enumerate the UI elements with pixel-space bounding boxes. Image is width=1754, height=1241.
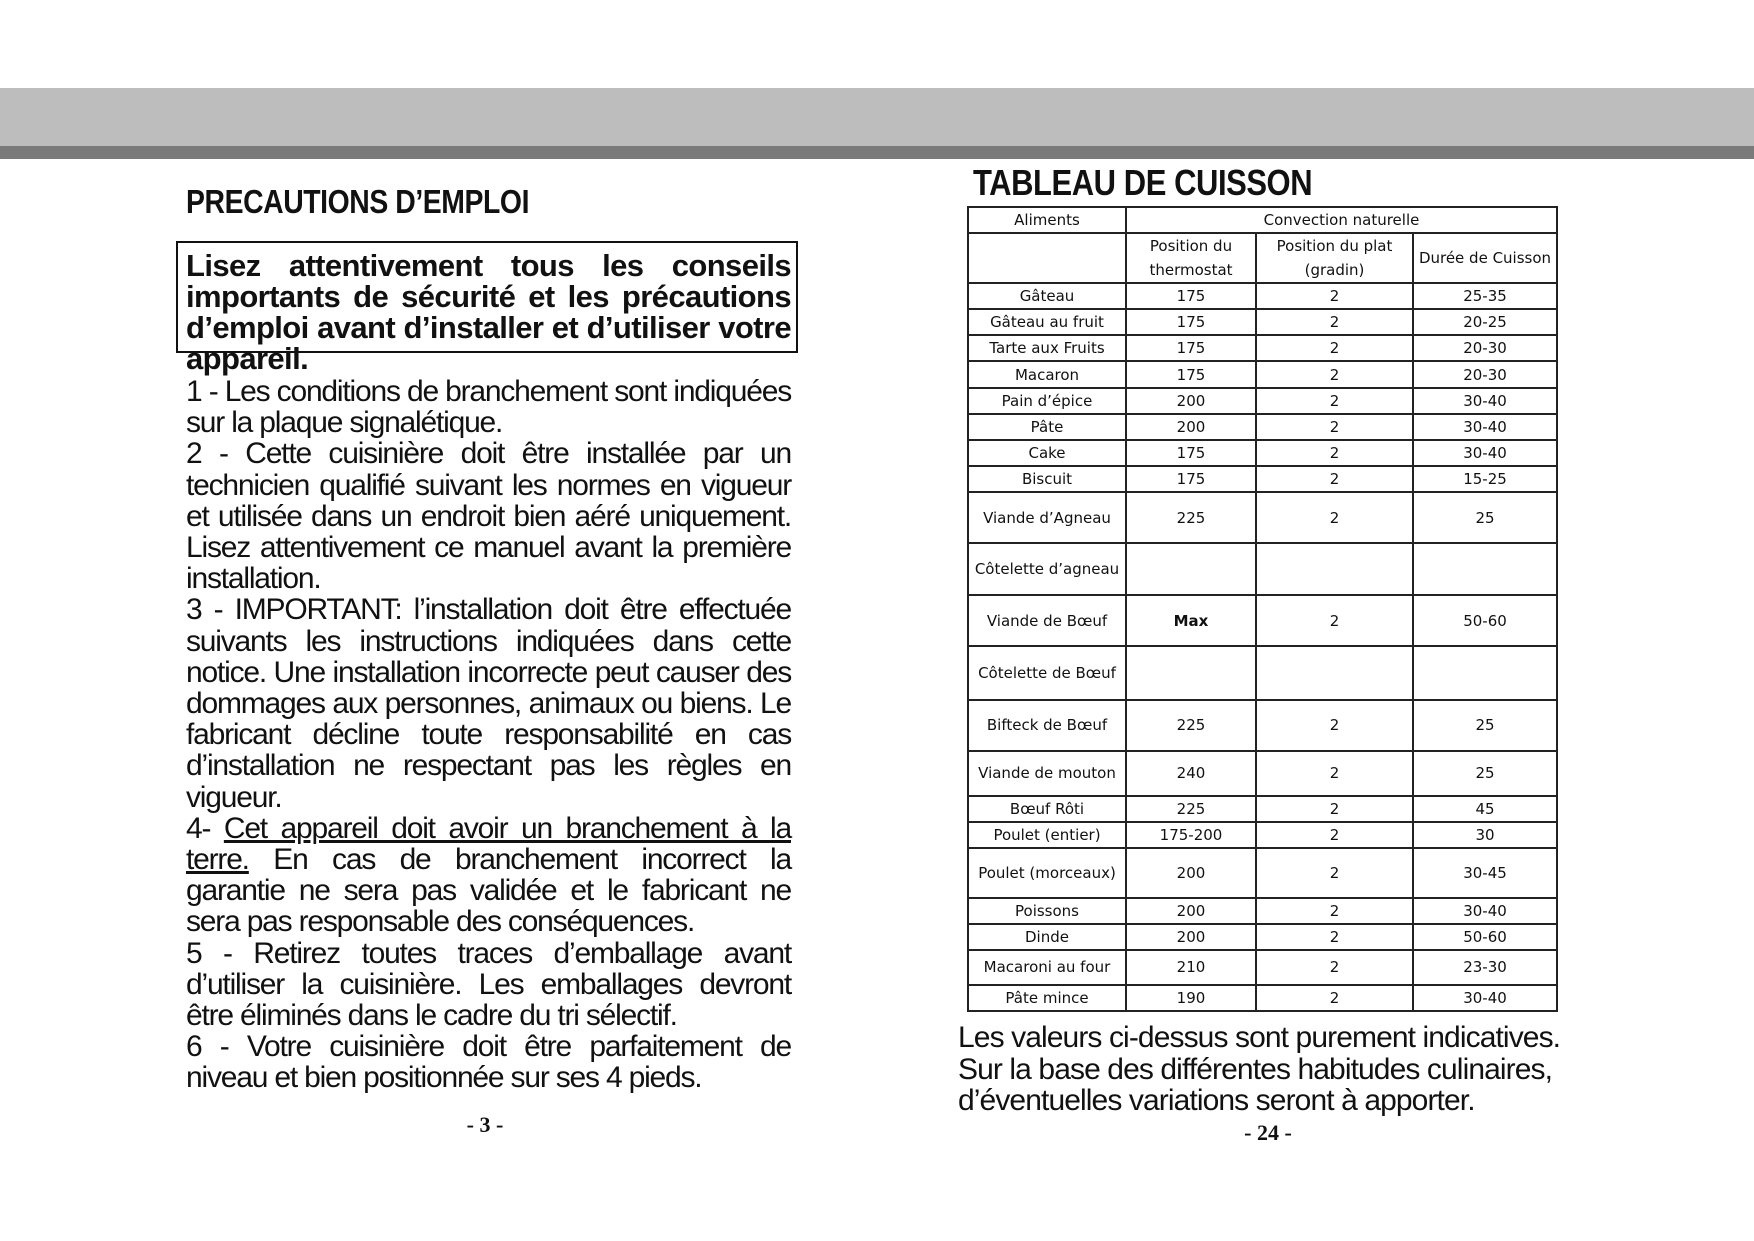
header-thermostat: Position du thermostat bbox=[1126, 233, 1256, 283]
cell-shelf: 2 bbox=[1256, 335, 1413, 361]
cell-food: Pâte mince bbox=[968, 985, 1126, 1011]
cell-shelf: 2 bbox=[1256, 309, 1413, 335]
page-number-left: - 3 - bbox=[466, 1112, 504, 1137]
cell-shelf: 2 bbox=[1256, 848, 1413, 898]
cell-food: Macaron bbox=[968, 361, 1126, 388]
table-row bbox=[968, 543, 1557, 595]
cell-food: Viande de Bœuf bbox=[968, 595, 1126, 646]
cell-thermostat: 175 bbox=[1126, 361, 1256, 388]
cell-food: Cake bbox=[968, 440, 1126, 466]
header-band-dark bbox=[0, 146, 1754, 159]
page-title-precautions: PRECAUTIONS D’EMPLOI bbox=[186, 183, 530, 220]
table-row bbox=[968, 595, 1557, 646]
cell-thermostat: 225 bbox=[1126, 492, 1256, 543]
cell-duration: 25 bbox=[1413, 700, 1557, 751]
cell-duration: 30-40 bbox=[1413, 414, 1557, 440]
cell-shelf: 2 bbox=[1256, 388, 1413, 414]
cell-food: Bœuf Rôti bbox=[968, 796, 1126, 822]
cell-food: Côtelette d’agneau bbox=[968, 543, 1126, 595]
cell-duration: 20-30 bbox=[1413, 335, 1557, 361]
cell-duration: 25-35 bbox=[1413, 283, 1557, 309]
table-row bbox=[968, 848, 1557, 898]
cell-duration: 25 bbox=[1413, 751, 1557, 796]
cell-duration: 30 bbox=[1413, 822, 1557, 848]
table-row bbox=[968, 309, 1557, 335]
table-row bbox=[968, 492, 1557, 543]
cell-duration: 50-60 bbox=[1413, 595, 1557, 646]
header-shelf: Position du plat (gradin) bbox=[1256, 233, 1413, 283]
cell-shelf: 2 bbox=[1256, 414, 1413, 440]
header-band-light bbox=[0, 88, 1754, 146]
cell-food: Tarte aux Fruits bbox=[968, 335, 1126, 361]
cell-thermostat: 175 bbox=[1126, 309, 1256, 335]
cell-shelf: 2 bbox=[1256, 751, 1413, 796]
cell-food: Pâte bbox=[968, 414, 1126, 440]
cell-shelf: 2 bbox=[1256, 440, 1413, 466]
cell-shelf: 2 bbox=[1256, 361, 1413, 388]
cell-thermostat: 200 bbox=[1126, 848, 1256, 898]
cell-duration bbox=[1413, 646, 1557, 699]
cell-shelf: 2 bbox=[1256, 898, 1413, 924]
cell-duration: 20-25 bbox=[1413, 309, 1557, 335]
instruction-2: 2 - Cette cuisinière doit être installée par un technicien qualifié suivant les normes en vigueur et utilisée dans un endroit bien aéré uniquement. Lisez attentivement ce manuel avant la première installation. bbox=[186, 437, 791, 596]
cell-duration: 30-40 bbox=[1413, 388, 1557, 414]
cell-duration: 15-25 bbox=[1413, 466, 1557, 492]
cell-food: Bifteck de Bœuf bbox=[968, 700, 1126, 751]
cell-thermostat: 175-200 bbox=[1126, 822, 1256, 848]
cell-food: Poulet (morceaux) bbox=[968, 848, 1126, 898]
cell-shelf: 2 bbox=[1256, 822, 1413, 848]
instructions-list bbox=[186, 376, 791, 1094]
cell-thermostat: 200 bbox=[1126, 388, 1256, 414]
cell-thermostat bbox=[1126, 646, 1256, 699]
table-row bbox=[968, 950, 1557, 985]
cell-shelf: 2 bbox=[1256, 985, 1413, 1011]
cell-duration: 50-60 bbox=[1413, 924, 1557, 950]
header-empty bbox=[968, 233, 1126, 283]
cell-duration bbox=[1413, 543, 1557, 595]
header-food: Aliments bbox=[968, 207, 1126, 233]
cell-thermostat: 175 bbox=[1126, 440, 1256, 466]
instruction-4 bbox=[186, 813, 791, 938]
cell-food: Viande de mouton bbox=[968, 751, 1126, 796]
cell-food: Viande d’Agneau bbox=[968, 492, 1126, 543]
table-row bbox=[968, 283, 1557, 309]
cell-thermostat: 240 bbox=[1126, 751, 1256, 796]
cell-duration: 30-40 bbox=[1413, 898, 1557, 924]
instruction-1: 1 - Les conditions de branchement sont indiquées sur la plaque signalétique. bbox=[186, 375, 791, 440]
cell-thermostat: 210 bbox=[1126, 950, 1256, 985]
instruction-4-prefix: 4- bbox=[186, 811, 224, 845]
cell-thermostat: 175 bbox=[1126, 283, 1256, 309]
instruction-3: 3 - IMPORTANT: l’installation doit être effectuée suivants les instructions indiquées dans cette notice. Une installation incorrecte peut causer des dommages aux personnes, animaux ou biens. Le fabricant décline toute responsabilité en cas d’installation ne respectant pas les règles en vigueur. bbox=[186, 593, 791, 814]
cell-shelf: 2 bbox=[1256, 950, 1413, 985]
cell-duration: 30-45 bbox=[1413, 848, 1557, 898]
cell-thermostat: 200 bbox=[1126, 898, 1256, 924]
cell-food: Gâteau bbox=[968, 283, 1126, 309]
notes-text: Les valeurs ci-dessus sont purement indicatives. Sur la base des différentes habitudes culinaires, d’éventuelles variations seront à apporter. bbox=[958, 1021, 1561, 1117]
cell-food: Poissons bbox=[968, 898, 1126, 924]
page-number-right: - 24 - bbox=[1244, 1120, 1292, 1145]
table-row bbox=[968, 440, 1557, 466]
cell-thermostat: 225 bbox=[1126, 796, 1256, 822]
cell-thermostat: 200 bbox=[1126, 414, 1256, 440]
cell-food: Pain d’épice bbox=[968, 388, 1126, 414]
cooking-table-body bbox=[968, 283, 1557, 1011]
table-row bbox=[968, 700, 1557, 751]
cell-duration: 30-40 bbox=[1413, 985, 1557, 1011]
table-row bbox=[968, 466, 1557, 492]
instruction-6: 6 - Votre cuisinière doit être parfaitement de niveau et bien positionnée sur ses 4 pieds. bbox=[186, 1030, 791, 1095]
cell-thermostat: 225 bbox=[1126, 700, 1256, 751]
table-row bbox=[968, 985, 1557, 1011]
cell-food: Poulet (entier) bbox=[968, 822, 1126, 848]
table-row bbox=[968, 796, 1557, 822]
cell-shelf: 2 bbox=[1256, 466, 1413, 492]
table-row bbox=[968, 388, 1557, 414]
cell-shelf: 2 bbox=[1256, 796, 1413, 822]
instruction-4-underlined: Cet appareil doit avoir un branchement à la terre. bbox=[186, 811, 791, 877]
table-row bbox=[968, 898, 1557, 924]
cell-food: Biscuit bbox=[968, 466, 1126, 492]
cell-shelf bbox=[1256, 543, 1413, 595]
instruction-4-rest: En cas de branchement incorrect la garantie ne sera pas validée et le fabricant ne sera pas responsable des conséquences. bbox=[186, 843, 791, 939]
warning-text: Lisez attentivement tous les conseils importants de sécurité et les précautions d’emploi avant d’installer et d’utiliser votre appareil. bbox=[186, 248, 791, 376]
cell-shelf: 2 bbox=[1256, 492, 1413, 543]
cell-thermostat: 175 bbox=[1126, 466, 1256, 492]
cell-thermostat: 175 bbox=[1126, 335, 1256, 361]
table-row bbox=[968, 822, 1557, 848]
cell-food: Gâteau au fruit bbox=[968, 309, 1126, 335]
table-row bbox=[968, 751, 1557, 796]
cooking-table bbox=[967, 206, 1558, 1012]
table-row bbox=[968, 646, 1557, 699]
table-row bbox=[968, 335, 1557, 361]
cell-shelf: 2 bbox=[1256, 924, 1413, 950]
cell-food: Macaroni au four bbox=[968, 950, 1126, 985]
cooking-table-header bbox=[968, 207, 1557, 283]
cell-shelf: 2 bbox=[1256, 283, 1413, 309]
cell-thermostat: 190 bbox=[1126, 985, 1256, 1011]
cell-shelf bbox=[1256, 646, 1413, 699]
cell-thermostat bbox=[1126, 543, 1256, 595]
cell-shelf: 2 bbox=[1256, 595, 1413, 646]
header-convection: Convection naturelle bbox=[1126, 207, 1557, 233]
page-title-cooking-table: TABLEAU DE CUISSON bbox=[973, 162, 1313, 203]
table-row bbox=[968, 414, 1557, 440]
instruction-5: 5 - Retirez toutes traces d’emballage avant d’utiliser la cuisinière. Les emballages devront être éliminés dans le cadre du tri sélectif. bbox=[186, 936, 791, 1033]
cell-shelf: 2 bbox=[1256, 700, 1413, 751]
cell-duration: 25 bbox=[1413, 492, 1557, 543]
cell-duration: 45 bbox=[1413, 796, 1557, 822]
table-row bbox=[968, 361, 1557, 388]
cell-duration: 23-30 bbox=[1413, 950, 1557, 985]
header-duration: Durée de Cuisson bbox=[1413, 233, 1557, 283]
cell-thermostat: 200 bbox=[1126, 924, 1256, 950]
cell-food: Dinde bbox=[968, 924, 1126, 950]
cell-food: Côtelette de Bœuf bbox=[968, 646, 1126, 699]
table-row bbox=[968, 924, 1557, 950]
cell-duration: 30-40 bbox=[1413, 440, 1557, 466]
cell-duration: 20-30 bbox=[1413, 361, 1557, 388]
cell-thermostat: Max bbox=[1126, 595, 1256, 646]
